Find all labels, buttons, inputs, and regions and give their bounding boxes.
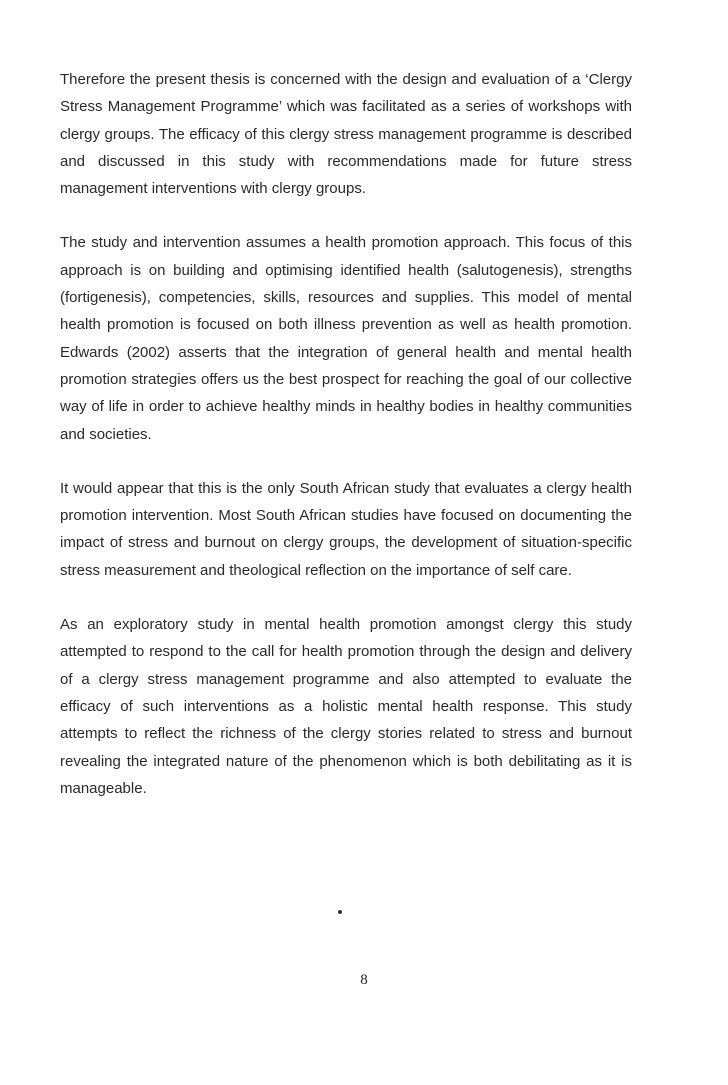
paragraph-exploratory-study: As an exploratory study in mental health promotion amongst clergy this study attempted to respond to the call for health promotion through the design and delivery of a clergy stress management programme and also attempted to evaluate the efficacy of such interventions as a holistic mental health response. This study attempts to reflect the richness of the clergy stories related to stress and burnout revealing the integrated nature of the phenomenon which is both debilitating as it is manageable. [60,616,632,797]
page-number: 8 [360,972,368,988]
paragraph-thesis-concern: Therefore the present thesis is concerned with the design and evaluation of a ‘Clergy Stress Management Programme’ which was facilitated as a series of workshops with clergy groups. The efficacy of this clergy stress management programme is described and discussed in this study with recommendations made for future stress management interventions with clergy groups. [60,71,632,198]
paragraph-south-african-study: It would appear that this is the only South African study that evaluates a clergy health promotion intervention. Most South African studies have focused on documenting the impact of stress and burnout on clergy groups, the development of situation-specific stress measurement and theological reflection on the importance of self care. [60,479,632,579]
stray-dot-mark [338,910,342,914]
body-text [60,66,632,802]
paragraph-health-promotion-approach: The study and intervention assumes a health promotion approach. This focus of this approach is on building and optimising identified health (salutogenesis), strengths (fortigenesis), competencies, skills, resources and supplies. This model of mental health promotion is focused on both illness prevention as well as health promotion. Edwards (2002) asserts that the integration of general health and mental health promotion strategies offers us the best prospect for reaching the goal of our collective way of life in order to achieve healthy minds in healthy bodies in healthy communities and societies. [60,234,632,443]
